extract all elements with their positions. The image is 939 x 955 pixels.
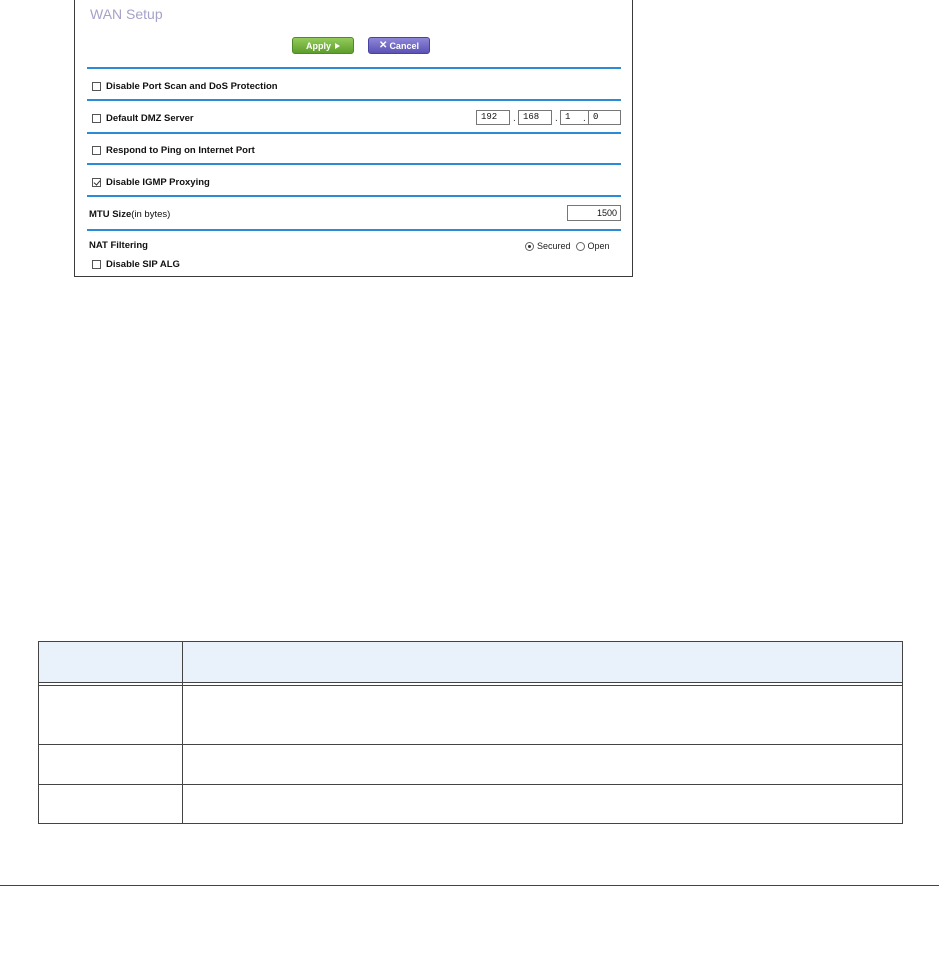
apply-label: Apply <box>305 40 331 51</box>
disable-igmp-checkbox[interactable] <box>92 178 101 187</box>
close-icon: ✕ <box>379 40 388 51</box>
nat-open-radio[interactable] <box>576 242 585 251</box>
ip-dot: . <box>513 113 516 124</box>
divider <box>87 195 621 197</box>
play-arrow-icon <box>335 43 340 49</box>
respond-ping-checkbox[interactable] <box>92 146 101 155</box>
page-footer-rule <box>0 885 939 886</box>
default-dmz-label: Default DMZ Server <box>106 113 194 124</box>
default-dmz-row[interactable] <box>92 113 194 124</box>
respond-ping-label: Respond to Ping on Internet Port <box>106 145 255 156</box>
disable-sip-alg-row[interactable] <box>92 259 180 270</box>
table-row-border <box>39 744 902 745</box>
table-column-border <box>182 642 183 823</box>
ip-dot: . <box>555 113 558 124</box>
respond-ping-row[interactable] <box>92 145 255 156</box>
disable-sip-alg-label: Disable SIP ALG <box>106 259 180 270</box>
dmz-ip-octet-3[interactable]: 1 <box>560 110 592 125</box>
mtu-size-input[interactable]: 1500 <box>567 205 621 221</box>
dmz-ip-octet-4[interactable]: 0 <box>588 110 621 125</box>
mtu-size-label: MTU Size <box>89 209 132 220</box>
divider <box>87 99 621 101</box>
table-row-border <box>39 784 902 785</box>
disable-port-scan-checkbox[interactable] <box>92 82 101 91</box>
wan-setup-panel <box>74 0 633 277</box>
divider <box>87 163 621 165</box>
disable-sip-alg-checkbox[interactable] <box>92 260 101 269</box>
dmz-ip-octet-2[interactable]: 168 <box>518 110 552 125</box>
nat-open-label: Open <box>587 241 610 251</box>
mtu-unit-label: (in bytes) <box>131 209 171 220</box>
disable-igmp-row[interactable] <box>92 177 210 188</box>
mtu-size-row <box>89 209 170 220</box>
table-row-border <box>39 685 902 686</box>
disable-port-scan-label: Disable Port Scan and DoS Protection <box>106 81 278 92</box>
nat-filtering-label: NAT Filtering <box>89 240 148 251</box>
nat-filtering-options <box>525 241 610 251</box>
panel-title: WAN Setup <box>90 6 163 22</box>
disable-port-scan-row[interactable] <box>92 81 278 92</box>
cancel-button[interactable] <box>368 37 430 54</box>
table-header <box>39 642 902 682</box>
nat-secured-label: Secured <box>537 241 571 251</box>
divider <box>87 229 621 231</box>
disable-igmp-label: Disable IGMP Proxying <box>106 177 210 188</box>
ip-dot: . <box>583 113 586 124</box>
settings-table <box>38 641 903 824</box>
cancel-label: Cancel <box>389 40 419 51</box>
apply-button[interactable] <box>292 37 354 54</box>
divider <box>87 67 621 69</box>
divider <box>87 132 621 134</box>
nat-secured-radio[interactable] <box>525 242 534 251</box>
default-dmz-checkbox[interactable] <box>92 114 101 123</box>
table-row-border <box>39 682 902 683</box>
dmz-ip-octet-1[interactable]: 192 <box>476 110 510 125</box>
